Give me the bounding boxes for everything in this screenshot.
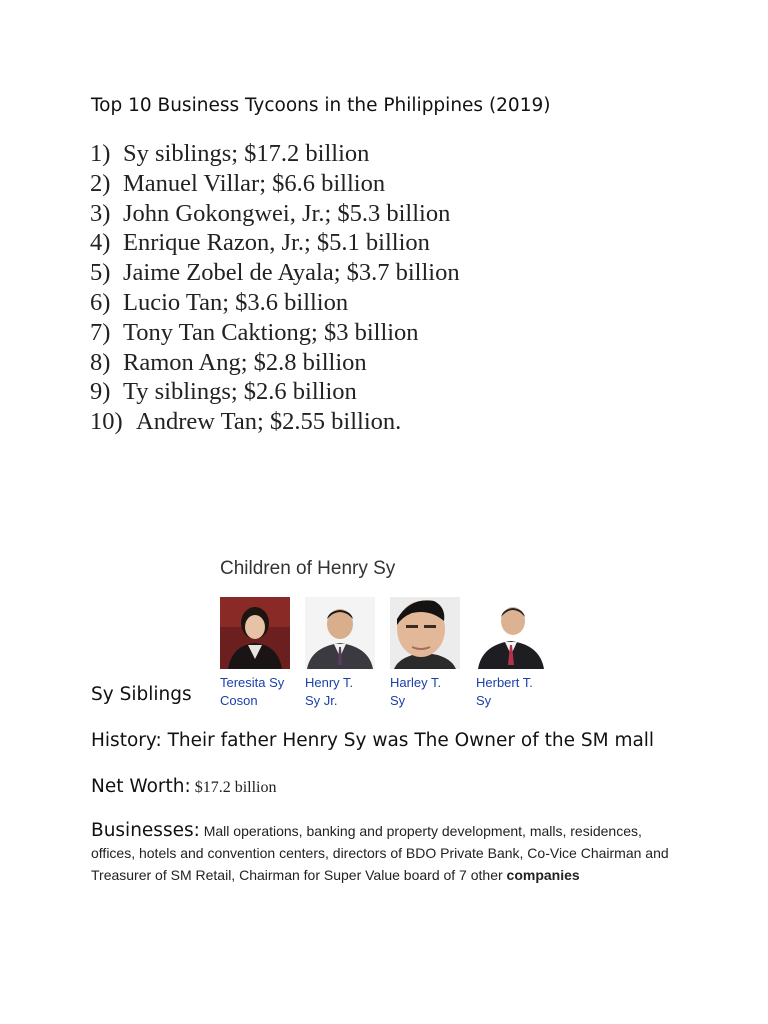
list-item: 1) Sy siblings; $17.2 billion xyxy=(90,140,370,167)
person-photo[interactable] xyxy=(390,597,460,669)
list-item: 10) Andrew Tan; $2.55 billion. xyxy=(90,408,402,436)
child-card[interactable] xyxy=(476,597,556,710)
child-card[interactable] xyxy=(390,597,470,710)
net-worth-line xyxy=(91,776,276,797)
businesses-text: Mall operations, banking and property development, malls, residences, offices, hotels and convention centers, directors of BDO Private Bank, Co-Vice Chairman and Treasurer of SM Retail, Chairman for Super Value board of 7 other xyxy=(91,823,669,883)
child-card[interactable] xyxy=(220,597,300,710)
person-name-link[interactable]: Teresita Sy Coson xyxy=(220,675,285,708)
list-item: 8) Ramon Ang; $2.8 billion xyxy=(90,348,367,376)
list-item: 3) John Gokongwei, Jr.; $5.3 billion xyxy=(90,199,451,227)
history-text: History: Their father Henry Sy was The Owner of the SM mall xyxy=(91,730,655,751)
children-panel-title: Children of Henry Sy xyxy=(220,558,396,579)
list-item: 6) Lucio Tan; $3.6 billion xyxy=(90,288,349,316)
businesses-bold-text: companies xyxy=(506,867,580,883)
person-photo[interactable] xyxy=(476,597,546,669)
businesses-label: Businesses: xyxy=(91,820,200,841)
tycoon-ranking-list xyxy=(90,139,460,437)
list-item: 7) Tony Tan Caktiong; $3 billion xyxy=(90,318,419,346)
businesses-paragraph xyxy=(91,820,681,886)
person-photo[interactable] xyxy=(220,597,290,669)
net-worth-value: $17.2 billion xyxy=(194,779,277,796)
list-item: 5) Jaime Zobel de Ayala; $3.7 billion xyxy=(90,259,460,287)
person-name-link[interactable]: Henry T. Sy Jr. xyxy=(305,675,354,708)
list-item: 9) Ty siblings; $2.6 billion xyxy=(90,378,357,406)
person-name-link[interactable]: Herbert T. Sy xyxy=(476,675,533,708)
child-card[interactable] xyxy=(305,597,385,710)
person-name-link[interactable]: Harley T. Sy xyxy=(390,675,442,708)
list-item: 4) Enrique Razon, Jr.; $5.1 billion xyxy=(90,229,430,257)
list-item: 2) Manuel Villar; $6.6 billion xyxy=(90,169,386,197)
person-photo[interactable] xyxy=(305,597,375,669)
page-title: Top 10 Business Tycoons in the Philippines (2019) xyxy=(91,95,551,116)
net-worth-label: Net Worth: xyxy=(91,776,191,797)
section-heading: Sy Siblings xyxy=(91,684,192,705)
